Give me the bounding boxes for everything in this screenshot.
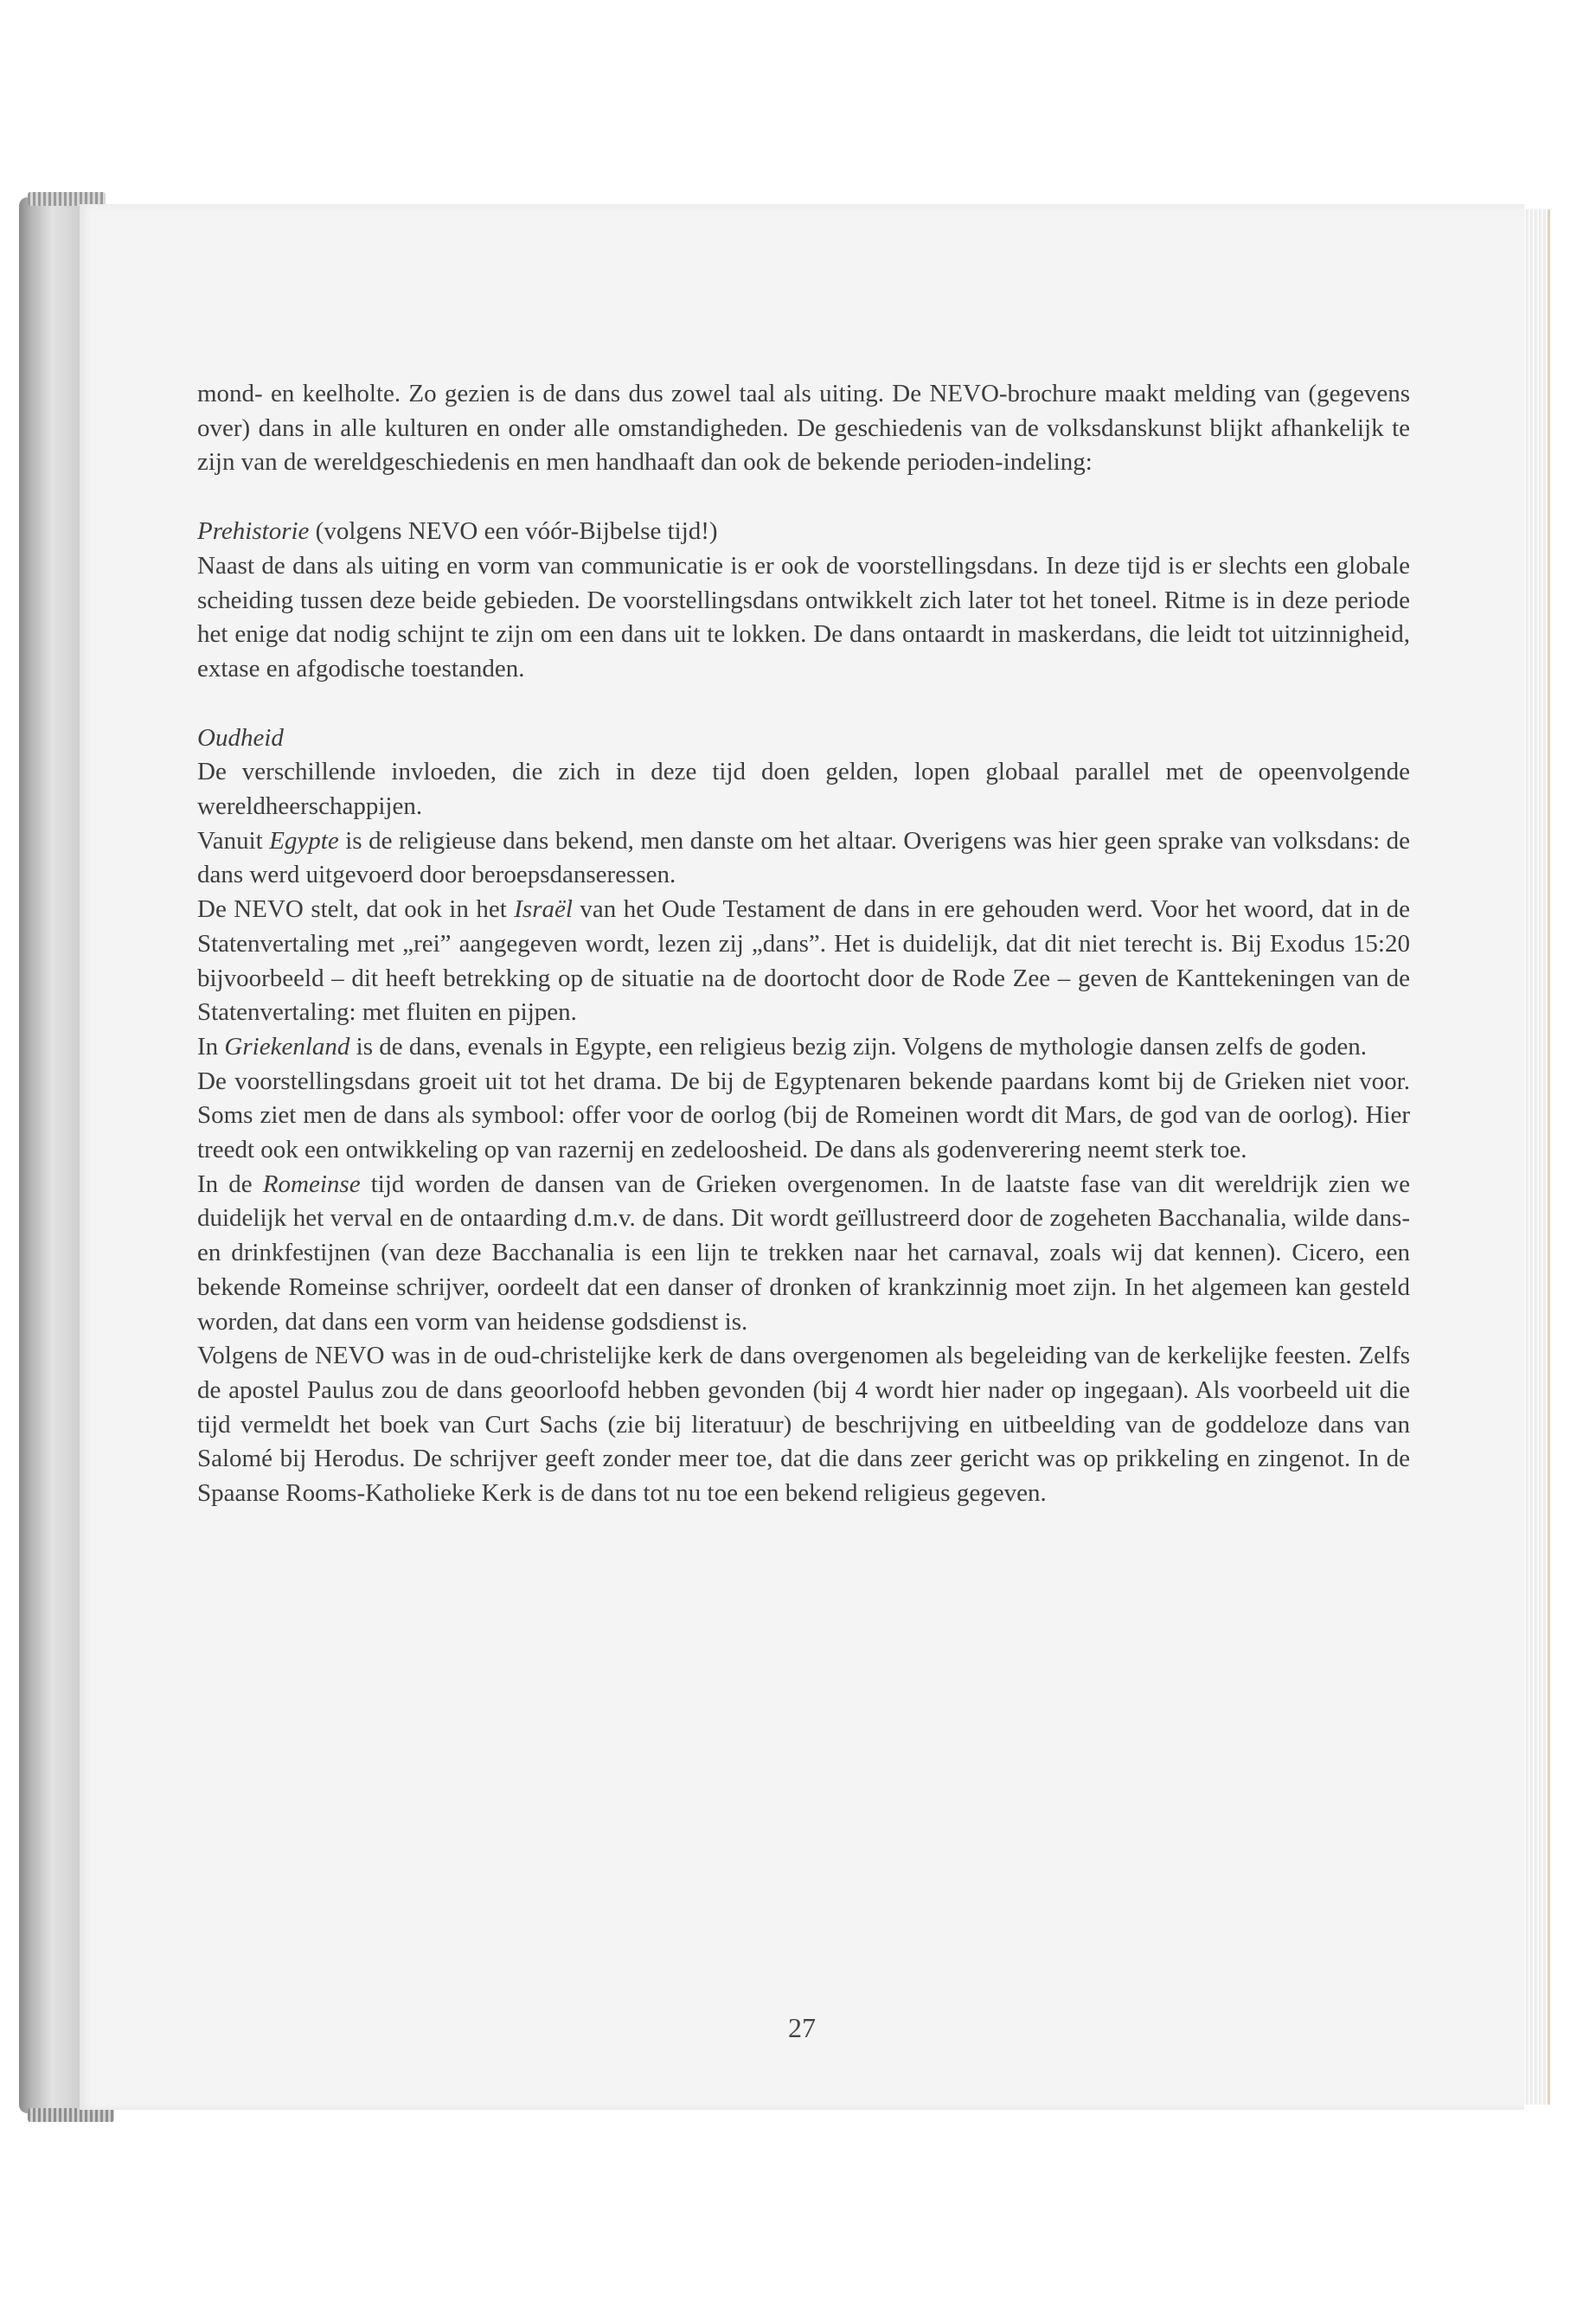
spine-headband-bottom	[28, 2108, 114, 2122]
oudheid-paragraph-romeinse	[197, 1168, 1410, 1340]
emphasis-griekenland: Griekenland	[224, 1032, 350, 1061]
oudheid-paragraph-kerk: Volgens de NEVO was in de oud-christelijke kerk de dans overgenomen als begeleiding van de kerkelijke feesten. Zelfs de apostel Paulus zou de dans geoorloofd hebben gevonden (bij 4 wordt hier nader op ingegaan). Als voorbeeld uit die tijd vermeldt het boek van Curt Sachs (zie bij literatuur) de beschrijving en uitbeelding van de goddeloze dans van Salomé bij Herodus. De schrijver geeft zonder meer toe, dat die dans zeer gericht was op prikkeling en zingenot. In de Spaanse Rooms-Katholieke Kerk is de dans tot nu toe een bekend religieus gegeven.	[197, 1342, 1410, 1508]
section-gap	[197, 687, 1410, 721]
page-number: 27	[788, 2012, 816, 2043]
prehistorie-heading: Prehistorie	[197, 517, 310, 546]
oudheid-heading: Oudheid	[197, 723, 284, 752]
intro-paragraph: mond- en keelholte. Zo gezien is de dans dus zowel taal als uiting. De NEVO-brochure maakt melding van (gegevens over) dans in alle kulturen en onder alle omstandigheden. De geschiedenis van de volksdanskunst blijkt afhankelijk te zijn van de wereldgeschiedenis en men handhaaft dan ook de bekende perioden-indeling:	[197, 380, 1410, 477]
text-run: is de religieuse dans bekend, men danste om het altaar. Overigens was hier geen sprake van volksdans: de dans werd uitgevoerd door beroepsdanseressen.	[197, 826, 1410, 889]
prehistorie-heading-note: (volgens NEVO een vóór-Bijbelse tijd!)	[309, 517, 718, 546]
oudheid-paragraph-drama: De voorstellingsdans groeit uit tot het drama. De bij de Egyptenaren bekende paardans komt bij de Grieken niet voor. Soms ziet men de dans als symbool: offer voor de oorlog (bij de Romeinen wordt dit Mars, de god van de oorlog). Hier treedt ook een ontwikkeling op van razernij en zedeloosheid. De dans als godenverering neemt sterk toe.	[197, 1067, 1410, 1164]
book-spine	[19, 197, 80, 2113]
oudheid-paragraph-1: De verschillende invloeden, die zich in deze tijd doen gelden, lopen globaal parallel met de opeenvolgende wereldheerschappijen.	[197, 758, 1410, 821]
text-run: Vanuit	[197, 826, 270, 855]
text-run: In de	[197, 1170, 263, 1198]
page-text	[197, 377, 1410, 1511]
prehistorie-heading-line	[197, 515, 1410, 549]
emphasis-israel: Israël	[514, 895, 573, 924]
text-run: is de dans, evenals in Egypte, een religieus bezig zijn. Volgens de mythologie dansen zelfs de goden.	[349, 1032, 1367, 1061]
text-run: In	[197, 1032, 225, 1061]
text-run: tijd worden de dansen van de Grieken overgenomen. In de laatste fase van dit wereldrijk zien we duidelijk het verval en de ontaarding d.m.v. de dans. Dit wordt geïllustreerd door de zogeheten Bacchanalia, wilde dans- en drinkfestijnen (van deze Bacchanalia is een lijn te trekken naar het carnaval, zoals wij dat kennen). Cicero, een bekende Romeinse schrijver, oordeelt dat een danser of dronken of krankzinnig moet zijn. In het algemeen kan gesteld worden, dat dans een vorm van heidense godsdienst is.	[197, 1170, 1410, 1336]
book-page	[80, 204, 1524, 2110]
oudheid-paragraph-israel	[197, 893, 1410, 1030]
emphasis-romeinse: Romeinse	[262, 1170, 361, 1198]
oudheid-paragraph-egypte	[197, 824, 1410, 893]
book	[19, 197, 1550, 2113]
text-run: De NEVO stelt, dat ook in het	[197, 895, 515, 924]
text-run: van het Oude Testament de dans in ere gehouden werd. Voor het woord, dat in de Statenvertaling met „rei” aangegeven wordt, lezen zij „dans”. Het is duidelijk, dat dit niet terecht is. Bij Exodus 15:20 bijvoorbeeld – dit heeft betrekking op de situatie na de doortocht door de Rode Zee – geven de Kanttekeningen van de Statenvertaling: met fluiten en pijpen.	[197, 895, 1410, 1027]
emphasis-egypte: Egypte	[269, 826, 339, 855]
prehistorie-paragraph: Naast de dans als uiting en vorm van communicatie is er ook de voorstellingsdans. In deze tijd is er slechts een globale scheiding tussen deze beide gebieden. De voorstellingsdans ontwikkelt zich later tot het toneel. Ritme is in deze periode het enige dat nodig schijnt te zijn om een dans uit te lokken. De dans ontaardt in maskerdans, die leidt tot uitzinnigheid, extase en afgodische toestanden.	[197, 551, 1410, 683]
section-gap	[197, 480, 1410, 515]
oudheid-paragraph-griekenland	[197, 1030, 1410, 1065]
